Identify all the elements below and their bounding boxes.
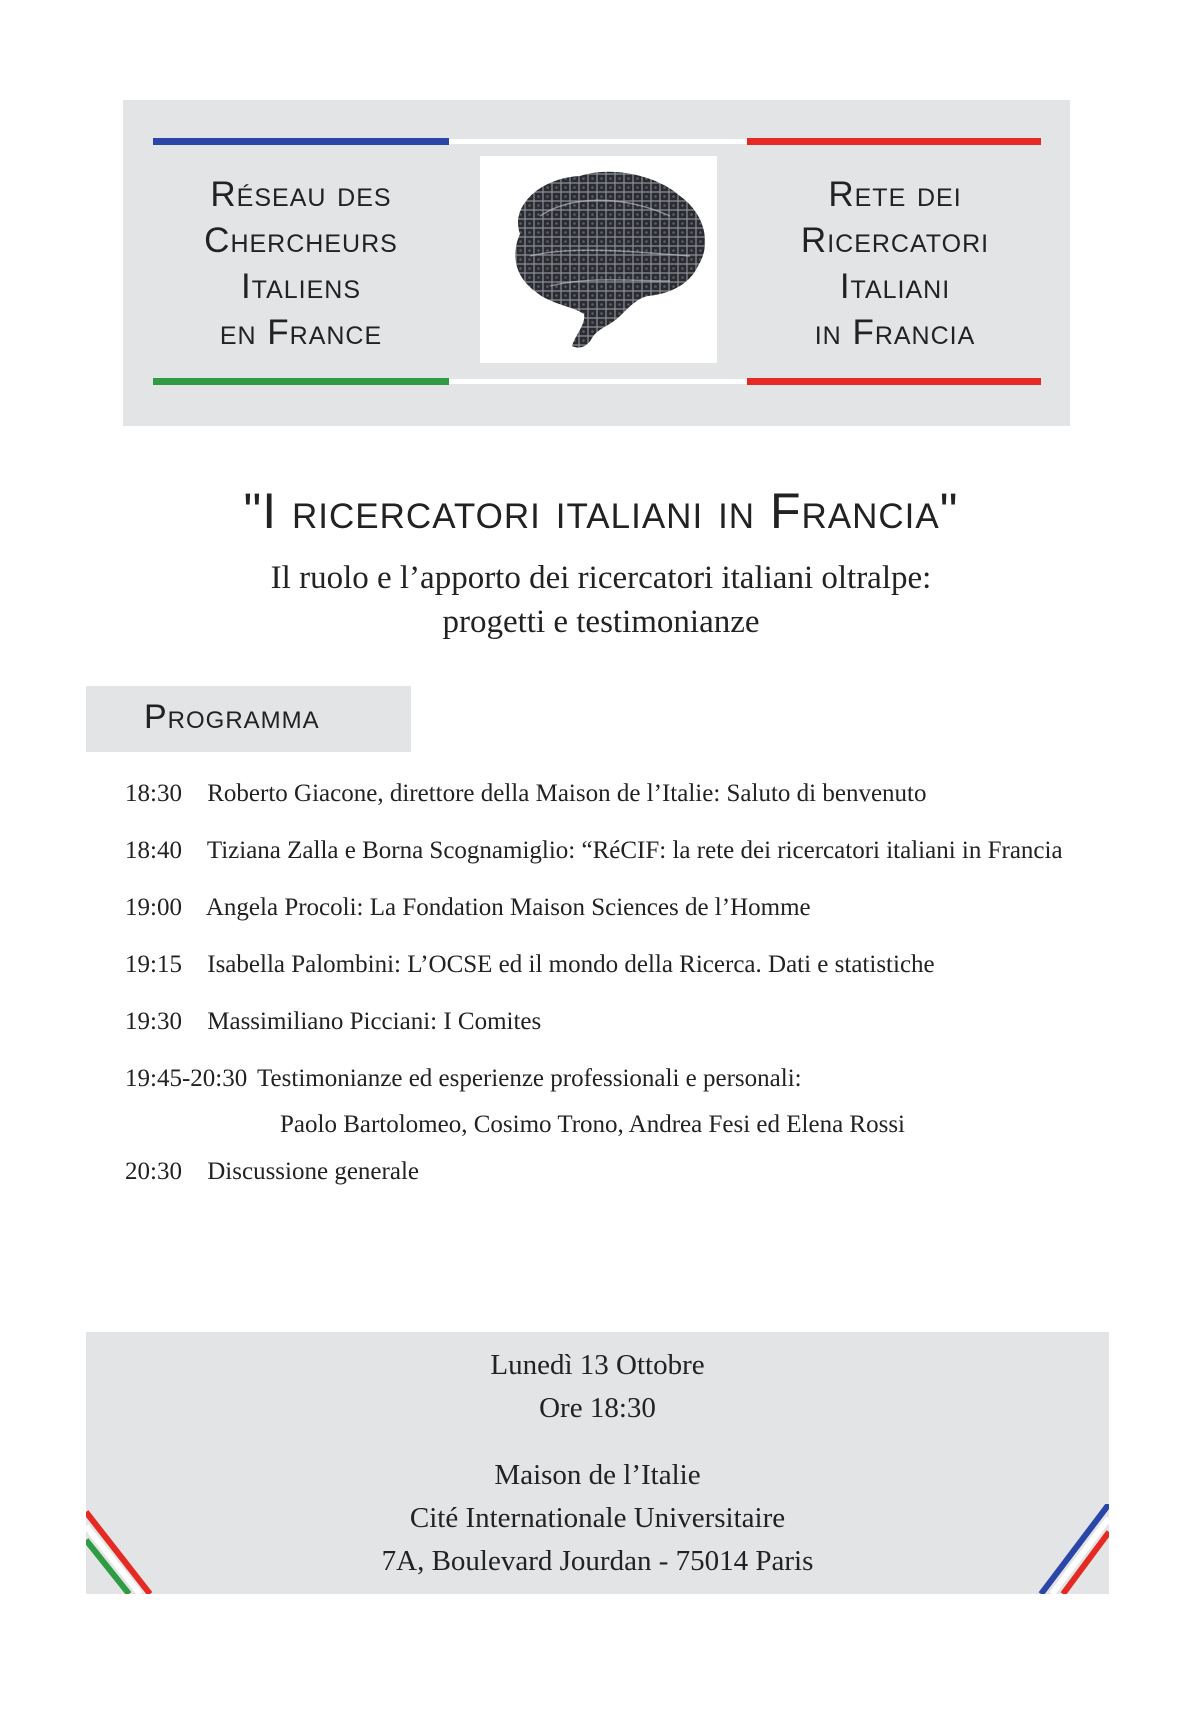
- schedule-text: Tiziana Zalla e Borna Scognamiglio: “RéCIF: la rete dei ricercatori italiani in Francia: [206, 837, 1063, 864]
- subtitle-line: Il ruolo e l’apporto dei ricercatori italiani oltralpe:: [270, 560, 932, 596]
- schedule-text: Angela Procoli: La Fondation Maison Sciences de l’Homme: [205, 894, 811, 921]
- schedule-item: [125, 837, 1063, 865]
- stripe-red-bottom: [747, 378, 1041, 385]
- programma-badge: [86, 686, 411, 752]
- org-name-line: Réseau des: [210, 175, 392, 214]
- event-subtitle: [0, 556, 1202, 644]
- header-banner: [123, 100, 1070, 426]
- event-date: Lunedì 13 Ottobre: [490, 1349, 705, 1381]
- schedule-text: Isabella Palombini: L’OCSE ed il mondo della Ricerca. Dati e statistiche: [207, 951, 935, 978]
- schedule-time: 19:30: [125, 1008, 182, 1035]
- programma-label: Programma: [144, 698, 320, 736]
- schedule-time: 18:40: [125, 837, 182, 864]
- schedule-text: Discussione generale: [207, 1158, 419, 1185]
- event-time: Ore 18:30: [539, 1392, 656, 1424]
- org-name-line: Chercheurs: [204, 221, 398, 260]
- org-name-line: in Francia: [814, 313, 976, 352]
- schedule-item: [125, 780, 927, 808]
- schedule-text: Massimiliano Picciani: I Comites: [207, 1008, 542, 1035]
- org-name-italian: [745, 172, 1045, 356]
- event-details-footer: [86, 1332, 1109, 1594]
- italian-flag-corner-icon: [86, 1504, 158, 1594]
- schedule-text: Testimonianze ed esperienze professionali e personali:: [257, 1065, 802, 1092]
- org-name-line: Italiens: [240, 267, 362, 306]
- schedule-time: 18:30: [125, 780, 182, 807]
- event-title: "I ricercatori italiani in Francia": [243, 483, 959, 539]
- event-institution: Cité Internationale Universitaire: [409, 1502, 786, 1534]
- schedule-time: 20:30: [125, 1158, 182, 1185]
- schedule-time: 19:00: [125, 894, 182, 921]
- testimonials-names: Paolo Bartolomeo, Cosimo Trono, Andrea Fesi ed Elena Rossi: [280, 1111, 905, 1138]
- subtitle-line: progetti e testimonianze: [442, 604, 760, 640]
- event-address: 7A, Boulevard Jourdan - 75014 Paris: [381, 1545, 814, 1577]
- schedule-item: [125, 1008, 541, 1036]
- org-name-line: Italiani: [839, 267, 951, 306]
- org-name-french: [151, 172, 451, 356]
- org-name-line: Ricercatori: [800, 221, 990, 260]
- org-name-line: en France: [219, 313, 383, 352]
- schedule-item: [125, 1158, 419, 1186]
- french-flag-corner-icon: [1037, 1504, 1109, 1594]
- stripe-white-bottom: [449, 379, 747, 384]
- event-venue: Maison de l’Italie: [494, 1459, 701, 1491]
- schedule-item: [125, 1065, 802, 1093]
- schedule-item: [125, 894, 811, 922]
- stripe-white-top: [449, 139, 747, 144]
- stripe-blue-top: [153, 138, 449, 145]
- schedule-text: Roberto Giacone, direttore della Maison de l’Italie: Saluto di benvenuto: [207, 780, 927, 807]
- schedule-item: [125, 951, 935, 979]
- stripe-red-top: [747, 138, 1041, 145]
- schedule-time: 19:15: [125, 951, 182, 978]
- org-name-line: Rete dei: [828, 175, 962, 214]
- brain-mosaic-icon: [480, 156, 717, 363]
- schedule-time: 19:45-20:30: [125, 1065, 248, 1092]
- stripe-green-bottom: [153, 378, 449, 385]
- brain-logo-svg: [480, 156, 717, 363]
